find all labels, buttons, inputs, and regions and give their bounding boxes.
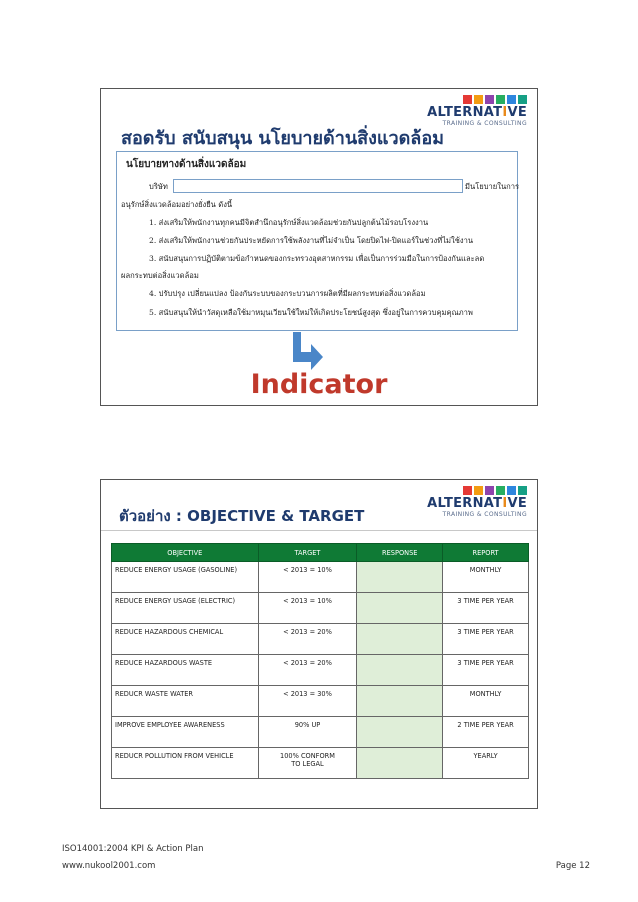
logo-square [485,486,494,495]
cell-target: < 2013 = 20% [258,655,357,686]
cell-target: < 2013 = 20% [258,624,357,655]
cell-objective: REDUCE HAZARDOUS CHEMICAL [112,624,259,655]
header-target: TARGET [258,544,357,562]
policy-item: 2. ส่งเสริมให้พนักงานช่วยกันประหยัดการใช้พลังงานที่ไม่จำเป็น โดยปิดไฟ-ปิดแอร์ในช่วงที่ไม่ใช้งาน [149,236,474,245]
table-row [112,686,529,717]
slide-policy [100,88,538,406]
logo-square [496,95,505,104]
policy-box [116,151,518,331]
page-number: Page 12 [555,861,590,871]
title-divider [101,530,537,531]
cell-response [357,748,443,779]
logo-square [463,486,472,495]
logo-subtitle: TRAINING & CONSULTING [442,511,527,518]
footer-website[interactable]: www.nukool2001.com [62,861,156,871]
slide-objective-target [100,479,538,809]
cell-report: 3 TIME PER YEAR [443,593,529,624]
table-row [112,748,529,779]
cell-response [357,655,443,686]
table-row [112,624,529,655]
cell-target-line1: 100% CONFORM [280,752,335,760]
policy-company-label: บริษัท [149,182,168,191]
logo-color-squares [463,95,527,104]
alternative-logo [427,95,529,129]
cell-response [357,686,443,717]
header-response: RESPONSE [357,544,443,562]
cell-report: MONTHLY [443,686,529,717]
cell-report: MONTHLY [443,562,529,593]
policy-heading: นโยบายทางด้านสิ่งแวดล้อม [126,159,247,170]
cell-target-line2: TO LEGAL [291,760,324,768]
cell-target: 90% UP [258,717,357,748]
down-right-arrow-icon [287,330,327,370]
cell-objective: REDUCR POLLUTION FROM VEHICLE [112,748,259,779]
table-row [112,655,529,686]
alternative-logo [427,486,529,520]
logo-square [518,486,527,495]
cell-report: 2 TIME PER YEAR [443,717,529,748]
indicator-label: Indicator [250,369,388,400]
cell-objective: REDUCE ENERGY USAGE (ELECTRIC) [112,593,259,624]
cell-target: < 2013 = 10% [258,562,357,593]
logo-square [507,95,516,104]
table-row [112,593,529,624]
policy-item: 1. ส่งเสริมให้พนักงานทุกคนมีจิตสำนึกอนุรักษ์สิ่งแวดล้อมช่วยกันปลูกต้นไม้รอบโรงงาน [149,218,429,227]
cell-target: < 2013 = 30% [258,686,357,717]
policy-intro: อนุรักษ์สิ่งแวดล้อมอย่างยั่งยืน ดังนี้ [121,200,233,209]
logo-square [496,486,505,495]
logo-square [474,486,483,495]
table-row [112,717,529,748]
cell-response [357,624,443,655]
objective-target-table [111,543,529,779]
logo-square [463,95,472,104]
logo-subtitle: TRAINING & CONSULTING [442,120,527,127]
logo-square [507,486,516,495]
redacted-company-name [173,179,463,193]
cell-objective: IMPROVE EMPLOYEE AWARENESS [112,717,259,748]
cell-target [258,748,357,779]
cell-report: YEARLY [443,748,529,779]
table-row [112,562,529,593]
logo-brand: ALTERNATIVE [427,105,527,120]
cell-objective: REDUCR WASTE WATER [112,686,259,717]
policy-item: 5. สนับสนุนให้นำวัสดุเหลือใช้มาหมุนเวียนใช้ใหม่ให้เกิดประโยชน์สูงสุด ซึ่งอยู่ในการควบคุมคุณภาพ [149,308,473,317]
logo-brand: ALTERNATIVE [427,496,527,511]
policy-company-end: มีนโยบายในการ [465,182,520,191]
slide-title: สอดรับ สนับสนุน นโยบายด้านสิ่งแวดล้อม [121,128,445,149]
cell-objective: REDUCE ENERGY USAGE (GASOLINE) [112,562,259,593]
footer-document-title: ISO14001:2004 KPI & Action Plan [62,844,204,854]
logo-square [474,95,483,104]
cell-response [357,717,443,748]
policy-item: 3. สนับสนุนการปฏิบัติตามข้อกำหนดของกระทรวงอุตสาหกรรม เพื่อเป็นการร่วมมือในการป้องกันและลด [149,254,485,263]
logo-square [518,95,527,104]
cell-report: 3 TIME PER YEAR [443,655,529,686]
header-report: REPORT [443,544,529,562]
header-objective: OBJECTIVE [112,544,259,562]
cell-response [357,562,443,593]
table-header-row [112,544,529,562]
cell-report: 3 TIME PER YEAR [443,624,529,655]
cell-response [357,593,443,624]
logo-color-squares [463,486,527,495]
policy-item: 4. ปรับปรุง เปลี่ยนแปลง ป้องกันระบบของกระบวนการผลิตที่มีผลกระทบต่อสิ่งแวดล้อม [149,289,426,298]
cell-objective: REDUCE HAZARDOUS WASTE [112,655,259,686]
policy-item-continued: ผลกระทบต่อสิ่งแวดล้อม [121,271,199,280]
slide-title: ตัวอย่าง : OBJECTIVE & TARGET [119,507,365,525]
logo-square [485,95,494,104]
cell-target: < 2013 = 10% [258,593,357,624]
